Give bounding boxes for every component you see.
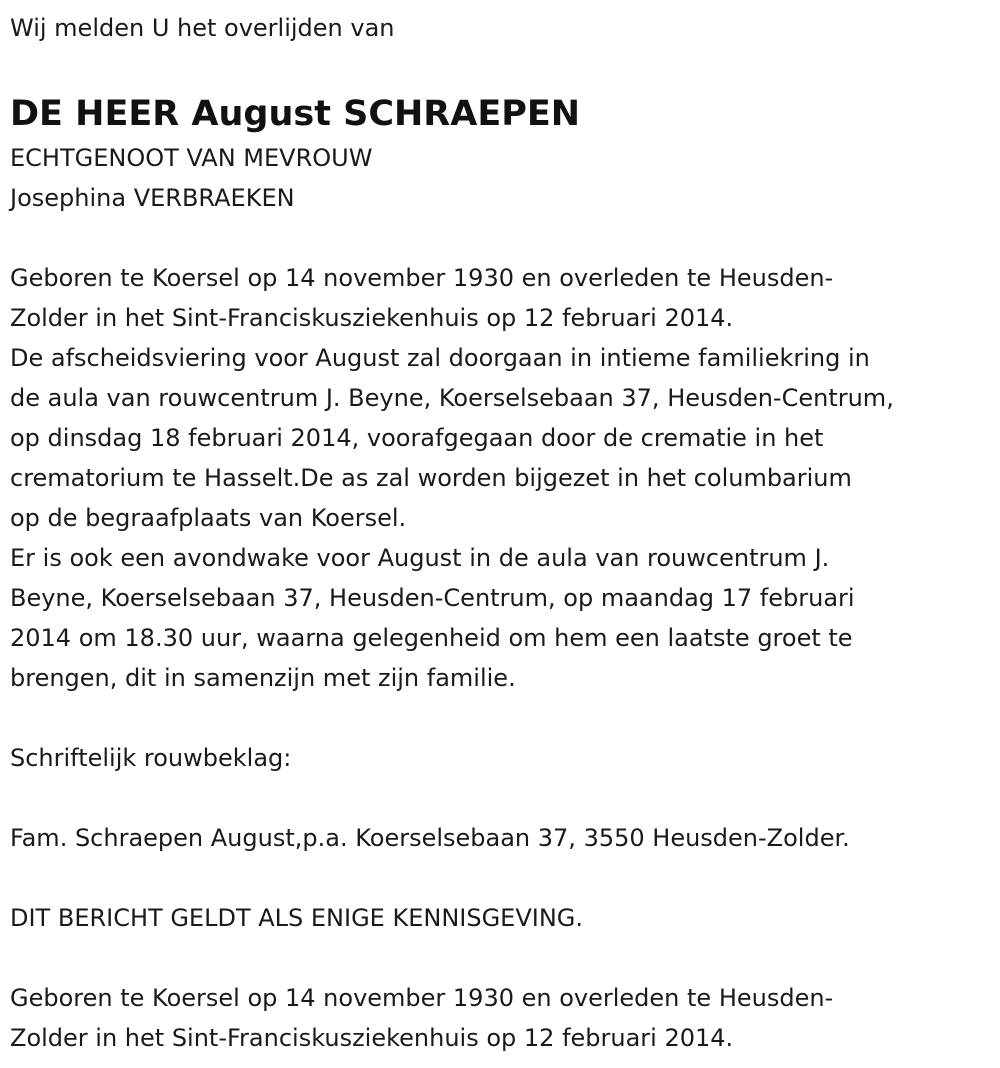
spacer xyxy=(10,858,1000,898)
vigil-paragraph xyxy=(10,538,1000,698)
paragraph-line: Er is ook een avondwake voor August in de aula van rouwcentrum J. xyxy=(10,544,830,572)
spacer xyxy=(10,698,1000,738)
birth-death-paragraph xyxy=(10,258,1000,338)
spacer xyxy=(10,938,1000,978)
spouse-name: Josephina VERBRAEKEN xyxy=(10,184,295,212)
paragraph-line: 2014 om 18.30 uur, waarna gelegenheid om hem een laatste groet te xyxy=(10,624,853,652)
paragraph-line: Zolder in het Sint-Franciskusziekenhuis op 12 februari 2014. xyxy=(10,304,734,332)
spouse-relation: ECHTGENOOT VAN MEVROUW xyxy=(10,144,373,172)
paragraph-line: Geboren te Koersel op 14 november 1930 en overleden te Heusden- xyxy=(10,984,834,1012)
birth-death-repeat-paragraph xyxy=(10,978,1000,1058)
ceremony-paragraph xyxy=(10,338,1000,538)
intro-text: Wij melden U het overlijden van xyxy=(10,14,395,42)
spacer xyxy=(10,218,1000,258)
paragraph-line: op dinsdag 18 februari 2014, voorafgegaan door de crematie in het xyxy=(10,424,824,452)
paragraph-line: Beyne, Koerselsebaan 37, Heusden-Centrum, op maandag 17 februari xyxy=(10,584,855,612)
condolence-label: Schriftelijk rouwbeklag: xyxy=(10,744,292,772)
paragraph-line: Zolder in het Sint-Franciskusziekenhuis op 12 februari 2014. xyxy=(10,1024,734,1052)
condolence-address: Fam. Schraepen August,p.a. Koerselsebaan 37, 3550 Heusden-Zolder. xyxy=(10,824,850,852)
paragraph-line: op de begraafplaats van Koersel. xyxy=(10,504,407,532)
notice-text: DIT BERICHT GELDT ALS ENIGE KENNISGEVING. xyxy=(10,904,584,932)
paragraph-line: De afscheidsviering voor August zal doorgaan in intieme familiekring in xyxy=(10,344,870,372)
paragraph-line: crematorium te Hasselt.De as zal worden bijgezet in het columbarium xyxy=(10,464,852,492)
paragraph-line: brengen, dit in samenzijn met zijn familie. xyxy=(10,664,516,692)
paragraph-line: de aula van rouwcentrum J. Beyne, Koerselsebaan 37, Heusden-Centrum, xyxy=(10,384,894,412)
spacer xyxy=(10,778,1000,818)
deceased-name: DE HEER August SCHRAEPEN xyxy=(10,94,581,134)
paragraph-line: Geboren te Koersel op 14 november 1930 en overleden te Heusden- xyxy=(10,264,834,292)
